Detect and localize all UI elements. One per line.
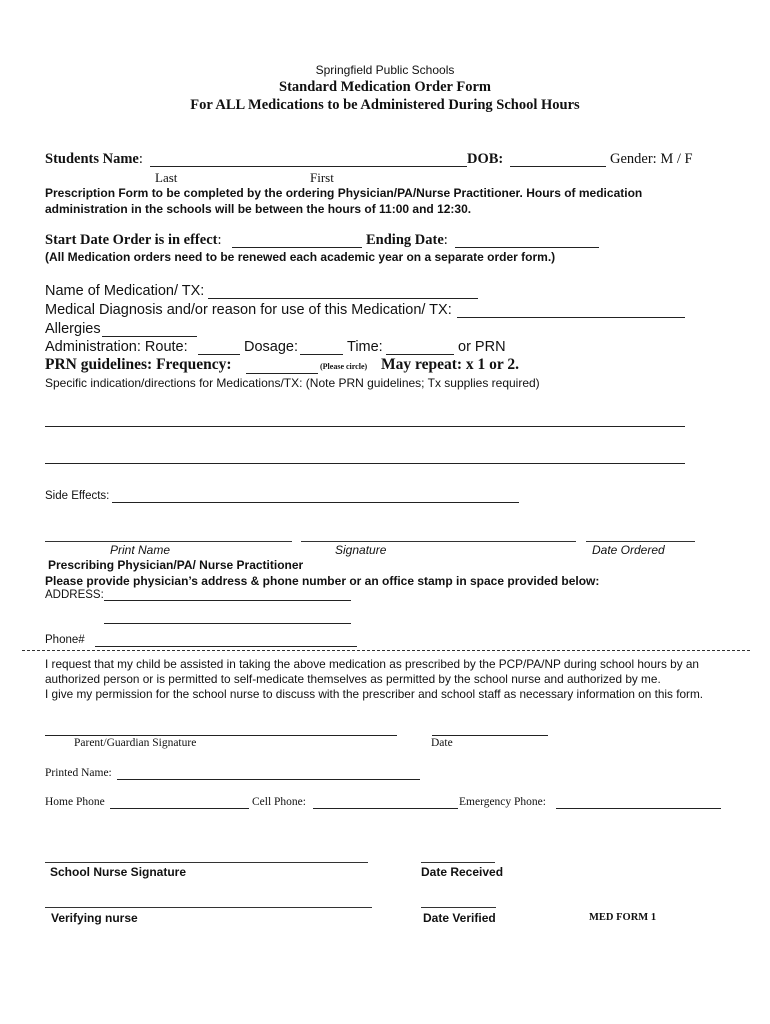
print-name-caption: Print Name bbox=[110, 543, 171, 557]
allergies-label: Allergies bbox=[45, 321, 101, 337]
address-instructions: Please provide physician’s address & phone number or an office stamp in space provided below: bbox=[45, 574, 600, 588]
prescriber-signature-line[interactable] bbox=[301, 541, 576, 542]
form-id: MED FORM 1 bbox=[589, 912, 657, 923]
prn-guidelines-label: PRN guidelines: Frequency: bbox=[45, 356, 232, 373]
diagnosis-label: Medical Diagnosis and/or reason for use of this Medication/ TX: bbox=[45, 302, 452, 318]
directions-line-2[interactable] bbox=[45, 463, 685, 464]
verifying-nurse-caption: Verifying nurse bbox=[51, 911, 138, 925]
date-verified-line[interactable] bbox=[421, 907, 496, 908]
emergency-phone-field[interactable] bbox=[556, 808, 721, 809]
dob-field[interactable] bbox=[510, 166, 606, 167]
allergies-field[interactable] bbox=[102, 336, 197, 337]
instructions-line-1: Prescription Form to be completed by the ordering Physician/PA/Nurse Practitioner. Hours of medication bbox=[45, 186, 643, 200]
gender-label: Gender: M / F bbox=[610, 151, 693, 167]
address-field-1[interactable] bbox=[104, 600, 351, 601]
medication-name-field[interactable] bbox=[208, 298, 478, 299]
form-title: Standard Medication Order Form bbox=[279, 79, 491, 95]
cut-line-divider bbox=[22, 650, 750, 651]
student-name-field[interactable] bbox=[150, 166, 467, 167]
cell-phone-label: Cell Phone: bbox=[252, 796, 306, 808]
side-effects-label: Side Effects: bbox=[45, 490, 110, 502]
parent-date-line[interactable] bbox=[432, 735, 548, 736]
emergency-phone-label: Emergency Phone: bbox=[459, 796, 546, 808]
address-field-2[interactable] bbox=[104, 623, 351, 624]
printed-name-field[interactable] bbox=[117, 779, 420, 780]
route-field[interactable] bbox=[198, 354, 240, 355]
may-repeat-options[interactable]: May repeat: x 1 or 2. bbox=[381, 356, 520, 373]
prescriber-heading: Prescribing Physician/PA/ Nurse Practitioner bbox=[48, 558, 304, 572]
time-field[interactable] bbox=[386, 354, 454, 355]
signature-caption: Signature bbox=[335, 543, 387, 557]
prn-option: or PRN bbox=[458, 339, 506, 355]
first-name-caption: First bbox=[310, 170, 334, 185]
time-label: Time: bbox=[347, 339, 383, 355]
ending-date-label: Ending Date: bbox=[366, 232, 448, 248]
verifying-nurse-line[interactable] bbox=[45, 907, 372, 908]
date-ordered-caption: Date Ordered bbox=[592, 543, 665, 557]
parent-signature-caption: Parent/Guardian Signature bbox=[74, 737, 197, 749]
student-name-label: Students Name: bbox=[45, 151, 143, 167]
prn-frequency-field[interactable] bbox=[246, 373, 318, 374]
parent-date-caption: Date bbox=[431, 737, 453, 749]
please-circle-note: (Please circle) bbox=[320, 362, 368, 371]
dosage-field[interactable] bbox=[300, 354, 343, 355]
school-nurse-signature-line[interactable] bbox=[45, 862, 368, 863]
start-date-label: Start Date Order is in effect: bbox=[45, 232, 222, 248]
medication-name-label: Name of Medication/ TX: bbox=[45, 283, 205, 299]
ending-date-field[interactable] bbox=[455, 247, 599, 248]
directions-line-1[interactable] bbox=[45, 426, 685, 427]
renewal-note: (All Medication orders need to be renewed each academic year on a separate order form.) bbox=[45, 250, 556, 264]
print-name-line[interactable] bbox=[45, 541, 292, 542]
consent-line-1: I request that my child be assisted in taking the above medication as prescribed by the PCP/PA/NP during school hours by an bbox=[45, 657, 699, 671]
last-name-caption: Last bbox=[155, 170, 178, 185]
date-received-line[interactable] bbox=[421, 862, 495, 863]
phone-field[interactable] bbox=[95, 646, 357, 647]
form-subtitle: For ALL Medications to be Administered During School Hours bbox=[190, 97, 580, 113]
parent-signature-line[interactable] bbox=[45, 735, 397, 736]
school-nurse-signature-caption: School Nurse Signature bbox=[50, 865, 187, 879]
instructions-line-2: administration in the schools will be between the hours of 11:00 and 12:30. bbox=[45, 202, 472, 216]
consent-line-2: authorized person or is permitted to self-medicate themselves as permitted by the school nurse and authorized by me. bbox=[45, 672, 661, 686]
start-date-field[interactable] bbox=[232, 247, 362, 248]
date-received-caption: Date Received bbox=[421, 865, 504, 879]
home-phone-field[interactable] bbox=[110, 808, 249, 809]
route-label: Administration: Route: bbox=[45, 339, 188, 355]
date-ordered-line[interactable] bbox=[586, 541, 695, 542]
diagnosis-field[interactable] bbox=[457, 317, 685, 318]
home-phone-label: Home Phone bbox=[45, 796, 105, 808]
specific-directions-label: Specific indication/directions for Medications/TX: (Note PRN guidelines; Tx supplies required) bbox=[45, 376, 540, 390]
dosage-label: Dosage: bbox=[244, 339, 299, 355]
dob-label: DOB: bbox=[467, 151, 504, 167]
phone-label: Phone# bbox=[45, 634, 85, 646]
consent-line-3: I give my permission for the school nurse to discuss with the prescriber and school staff as necessary information on this form. bbox=[45, 687, 704, 701]
side-effects-field[interactable] bbox=[112, 502, 519, 503]
address-label: ADDRESS: bbox=[45, 589, 104, 601]
school-name: Springfield Public Schools bbox=[315, 63, 455, 77]
printed-name-label: Printed Name: bbox=[45, 767, 112, 779]
cell-phone-field[interactable] bbox=[313, 808, 458, 809]
date-verified-caption: Date Verified bbox=[423, 911, 496, 925]
